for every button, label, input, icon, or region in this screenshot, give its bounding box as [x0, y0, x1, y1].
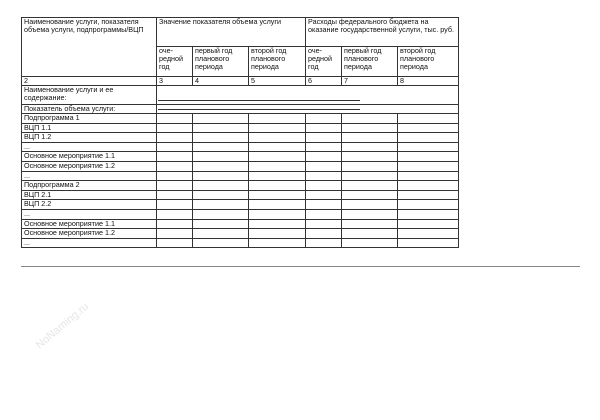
value-cell	[342, 114, 398, 124]
value-cell	[342, 209, 398, 219]
value-cell	[306, 123, 342, 133]
value-cell	[398, 219, 459, 229]
value-cell	[157, 171, 193, 181]
service-name-label: Наименование услуги и ее содержание:	[22, 86, 157, 105]
table-row	[22, 161, 459, 171]
value-cell	[342, 181, 398, 191]
table-row	[22, 114, 459, 124]
value-cell	[249, 181, 306, 191]
table-row	[22, 190, 459, 200]
value-cell	[249, 238, 306, 248]
value-cell	[398, 152, 459, 162]
indicator-label: Показатель объема услуги:	[22, 105, 157, 114]
header-sub: оче-редной год	[306, 47, 342, 77]
col-number: 5	[249, 77, 306, 86]
col-number: 4	[193, 77, 249, 86]
col-number: 2	[22, 77, 157, 86]
value-cell	[249, 114, 306, 124]
value-cell	[342, 142, 398, 152]
value-cell	[193, 238, 249, 248]
header-sub: первый год планового периода	[193, 47, 249, 77]
row-label: ...	[22, 238, 157, 248]
value-cell	[398, 200, 459, 210]
value-cell	[398, 171, 459, 181]
value-cell	[342, 133, 398, 143]
value-cell	[193, 209, 249, 219]
value-cell	[398, 229, 459, 239]
value-cell	[193, 133, 249, 143]
value-cell	[193, 181, 249, 191]
value-cell	[398, 181, 459, 191]
header-name: Наименование услуги, показателя объема услуги, подпрограммы/ВЦП	[22, 18, 157, 77]
value-cell	[306, 229, 342, 239]
value-cell	[398, 133, 459, 143]
col-number: 7	[342, 77, 398, 86]
value-cell	[249, 152, 306, 162]
value-cell	[398, 142, 459, 152]
separator-line	[21, 266, 580, 267]
value-cell	[306, 181, 342, 191]
table-row	[22, 142, 459, 152]
service-name-underline	[158, 100, 360, 101]
value-cell	[249, 200, 306, 210]
table-row	[22, 209, 459, 219]
table-row	[22, 171, 459, 181]
value-cell	[398, 114, 459, 124]
value-cell	[398, 123, 459, 133]
value-cell	[306, 171, 342, 181]
value-cell	[157, 209, 193, 219]
value-cell	[249, 229, 306, 239]
value-cell	[193, 152, 249, 162]
value-cell	[157, 200, 193, 210]
value-cell	[342, 190, 398, 200]
value-cell	[306, 238, 342, 248]
value-cell	[193, 219, 249, 229]
value-cell	[306, 142, 342, 152]
value-cell	[342, 219, 398, 229]
value-cell	[249, 161, 306, 171]
value-cell	[249, 133, 306, 143]
value-cell	[306, 209, 342, 219]
row-label: ВЦП 1.2	[22, 133, 157, 143]
value-cell	[157, 123, 193, 133]
value-cell	[157, 161, 193, 171]
row-label: ВЦП 2.2	[22, 200, 157, 210]
value-cell	[306, 152, 342, 162]
value-cell	[193, 200, 249, 210]
row-label: Основное мероприятие 1.1	[22, 152, 157, 162]
value-cell	[157, 229, 193, 239]
value-cell	[249, 142, 306, 152]
table-row	[22, 219, 459, 229]
value-cell	[157, 238, 193, 248]
table-row	[22, 123, 459, 133]
value-cell	[342, 171, 398, 181]
header-volume: Значение показателя объема услуги	[157, 18, 306, 47]
row-label: Основное мероприятие 1.2	[22, 229, 157, 239]
value-cell	[193, 229, 249, 239]
value-cell	[193, 114, 249, 124]
value-cell	[249, 123, 306, 133]
table-row	[22, 133, 459, 143]
value-cell	[306, 190, 342, 200]
value-cell	[157, 152, 193, 162]
row-label: ВЦП 2.1	[22, 190, 157, 200]
value-cell	[249, 219, 306, 229]
table-row	[22, 238, 459, 248]
value-cell	[398, 238, 459, 248]
value-cell	[193, 190, 249, 200]
value-cell	[306, 161, 342, 171]
value-cell	[193, 123, 249, 133]
value-cell	[157, 181, 193, 191]
row-label: ВЦП 1.1	[22, 123, 157, 133]
value-cell	[398, 161, 459, 171]
value-cell	[157, 219, 193, 229]
value-cell	[342, 238, 398, 248]
value-cell	[157, 142, 193, 152]
service-name-field	[157, 86, 459, 105]
value-cell	[249, 190, 306, 200]
row-label: Подпрограмма 2	[22, 181, 157, 191]
row-label: Основное мероприятие 1.2	[22, 161, 157, 171]
value-cell	[157, 190, 193, 200]
value-cell	[342, 200, 398, 210]
value-cell	[342, 229, 398, 239]
row-label: Основное мероприятие 1.1	[22, 219, 157, 229]
row-label: ...	[22, 209, 157, 219]
header-sub: второй год планового периода	[249, 47, 306, 77]
row-label: ...	[22, 171, 157, 181]
col-number: 3	[157, 77, 193, 86]
header-sub: второй год планового периода	[398, 47, 459, 77]
value-cell	[193, 161, 249, 171]
value-cell	[306, 133, 342, 143]
value-cell	[398, 209, 459, 219]
value-cell	[306, 114, 342, 124]
col-number: 6	[306, 77, 342, 86]
value-cell	[342, 123, 398, 133]
value-cell	[193, 142, 249, 152]
table-row	[22, 181, 459, 191]
table-row	[22, 152, 459, 162]
value-cell	[398, 190, 459, 200]
table-row	[22, 229, 459, 239]
value-cell	[157, 114, 193, 124]
value-cell	[306, 200, 342, 210]
value-cell	[249, 171, 306, 181]
header-sub: оче-редной год	[157, 47, 193, 77]
header-expenses: Расходы федерального бюджета на оказание государственной услуги, тыс. руб.	[306, 18, 459, 47]
value-cell	[342, 161, 398, 171]
row-label: Подпрограмма 1	[22, 114, 157, 124]
value-cell	[157, 133, 193, 143]
table-row	[22, 200, 459, 210]
value-cell	[342, 152, 398, 162]
services-table	[21, 17, 459, 248]
value-cell	[306, 219, 342, 229]
header-sub: первый год планового периода	[342, 47, 398, 77]
indicator-underline	[158, 109, 360, 110]
value-cell	[249, 209, 306, 219]
value-cell	[193, 171, 249, 181]
watermark: NoNaming.ru	[33, 300, 92, 352]
row-label: ...	[22, 142, 157, 152]
col-number: 8	[398, 77, 459, 86]
